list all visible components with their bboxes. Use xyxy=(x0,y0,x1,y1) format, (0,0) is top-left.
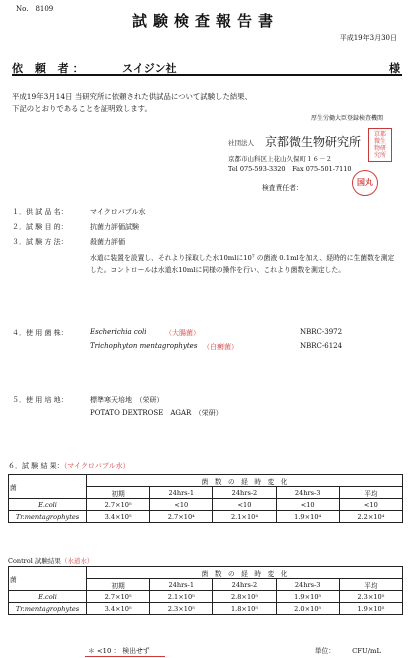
control-col-header: 24hrs-2 xyxy=(213,579,276,591)
method-value: 殺菌力評価 xyxy=(90,238,125,246)
table-cell: 3.4×10⁵ xyxy=(87,511,150,523)
row-strain-name: E.coli xyxy=(9,591,87,603)
control-label: Control 試験結果 xyxy=(8,557,61,565)
strain-1-name: Escherichia coli xyxy=(90,328,147,336)
strain-1-japanese: （大腸菌） xyxy=(165,329,200,337)
table-cell: 2.1×10⁵ xyxy=(150,591,213,603)
table-cell: <10 xyxy=(213,499,276,511)
method-label: ３．試 験 方 法： xyxy=(12,238,68,246)
method-description: 水道に装置を設置し、それより採取した水10mlに10⁷ の菌液 0.1mlを加え、経時的に生菌数を測定した。コントロールは水道水10mlに同様の操作を行い、これより菌数を測定した。 xyxy=(90,254,395,274)
table-cell: 2.3×10⁵ xyxy=(150,603,213,615)
client-row xyxy=(12,58,402,76)
table-cell: 2.0×10⁵ xyxy=(276,603,339,615)
client-label: 依 頼 者： xyxy=(12,62,88,75)
client-name: スイジン社 xyxy=(122,62,177,75)
document-title: 試験検査報告書 xyxy=(131,12,279,30)
intro-line-1: 平成19年3月14日 当研究所に依頼された供試品について試験した結果、 xyxy=(12,92,253,101)
table-cell: 1.9×10⁵ xyxy=(339,603,402,615)
results-col-header: 24hrs-2 xyxy=(213,487,276,499)
table-cell: 2.8×10⁵ xyxy=(213,591,276,603)
results-group-header: 菌 数 の 経 時 変 化 xyxy=(87,475,403,487)
strains-label: ４．使 用 菌 株： xyxy=(12,329,68,337)
strain-2-name: Trichophyton mentagrophytes xyxy=(90,342,198,350)
table-cell: <10 xyxy=(339,499,402,511)
table-cell: 1.9×10⁴ xyxy=(276,511,339,523)
purpose-value: 抗菌力評価試験 xyxy=(90,223,139,231)
results-table xyxy=(8,474,403,523)
report-date: 平成19年3月30日 xyxy=(339,34,397,42)
results-label-note: （マイクロバブル水） xyxy=(63,462,130,470)
row-strain-name: Tr.mentagrophytes xyxy=(9,511,87,523)
table-row xyxy=(9,603,403,615)
control-col-header: 初期 xyxy=(87,579,150,591)
table-row xyxy=(9,591,403,603)
control-col-header: 24hrs-3 xyxy=(276,579,339,591)
table-cell: 2.2×10⁴ xyxy=(339,511,402,523)
results-col-header: 平均 xyxy=(339,487,402,499)
results-caption xyxy=(8,461,130,471)
org-name: 京都微生物研究所 xyxy=(265,135,362,149)
inspector-label: 検査責任者： xyxy=(262,184,303,192)
media-line-2: POTATO DEXTROSE AGAR （栄研） xyxy=(90,409,223,417)
round-seal-stamp: 国丸 xyxy=(352,170,378,196)
lab-registration: 厚生労働大臣登録検査機関 xyxy=(310,115,383,122)
results-col-header: 24hrs-1 xyxy=(150,487,213,499)
row-strain-name: Tr.mentagrophytes xyxy=(9,603,87,615)
square-seal-stamp: 京都 微生 物研 究所 xyxy=(368,128,392,162)
control-group-header: 菌 数 の 経 時 変 化 xyxy=(87,567,403,579)
purpose-label: ２．試 験 目 的： xyxy=(12,223,68,231)
document-number: No. 8109 xyxy=(16,5,54,13)
media-label: ５．使 用 培 地： xyxy=(12,396,68,404)
control-caption xyxy=(8,556,93,565)
table-cell: 1.9×10⁵ xyxy=(276,591,339,603)
table-cell: 2.7×10⁵ xyxy=(87,591,150,603)
table-cell: 3.4×10⁵ xyxy=(87,603,150,615)
footnote-underline xyxy=(85,656,165,657)
table-row xyxy=(9,499,403,511)
control-strain-header: 菌 xyxy=(9,567,87,591)
row-strain-name: E.coli xyxy=(9,499,87,511)
control-table xyxy=(8,566,403,615)
table-row xyxy=(9,511,403,523)
table-cell: 2.7×10⁴ xyxy=(150,511,213,523)
intro-line-2: 下記のとおりであることを証明致します。 xyxy=(12,104,152,113)
org-address: 京都市山科区上花山久保町１６－２ xyxy=(228,155,332,163)
client-honorific: 様 xyxy=(389,62,400,75)
control-col-header: 24hrs-1 xyxy=(150,579,213,591)
table-cell: 1.8×10⁵ xyxy=(213,603,276,615)
strain-2-japanese: （白癬菌） xyxy=(203,343,238,351)
table-cell: 2.7×10⁵ xyxy=(87,499,150,511)
results-col-header: 初期 xyxy=(87,487,150,499)
footnote: ＊ <10 ： 検出せず xyxy=(88,647,150,655)
table-cell: 2.1×10⁴ xyxy=(213,511,276,523)
sample-name-label: １．供 試 品 名： xyxy=(12,208,68,216)
table-cell: 2.3×10⁵ xyxy=(339,591,402,603)
control-col-header: 平均 xyxy=(339,579,402,591)
results-col-header: 24hrs-3 xyxy=(276,487,339,499)
table-cell: <10 xyxy=(150,499,213,511)
org-telephone: Tel 075-593-3320 Fax 075-501-7110 xyxy=(228,165,352,173)
strain-2-code: NBRC-6124 xyxy=(300,342,343,350)
control-label-note: （水道水） xyxy=(60,557,94,565)
org-prefix: 社団法人 xyxy=(228,139,254,147)
results-strain-header: 菌 xyxy=(9,475,87,499)
sample-name-value: マイクロバブル水 xyxy=(90,208,146,216)
table-cell: <10 xyxy=(276,499,339,511)
media-line-1: 標準寒天培地 （栄研） xyxy=(90,396,164,404)
unit-label: 単位： CFU/mL xyxy=(314,647,381,655)
results-label: ６．試 験 結 果： xyxy=(8,462,64,470)
strain-1-code: NBRC-3972 xyxy=(300,328,343,336)
